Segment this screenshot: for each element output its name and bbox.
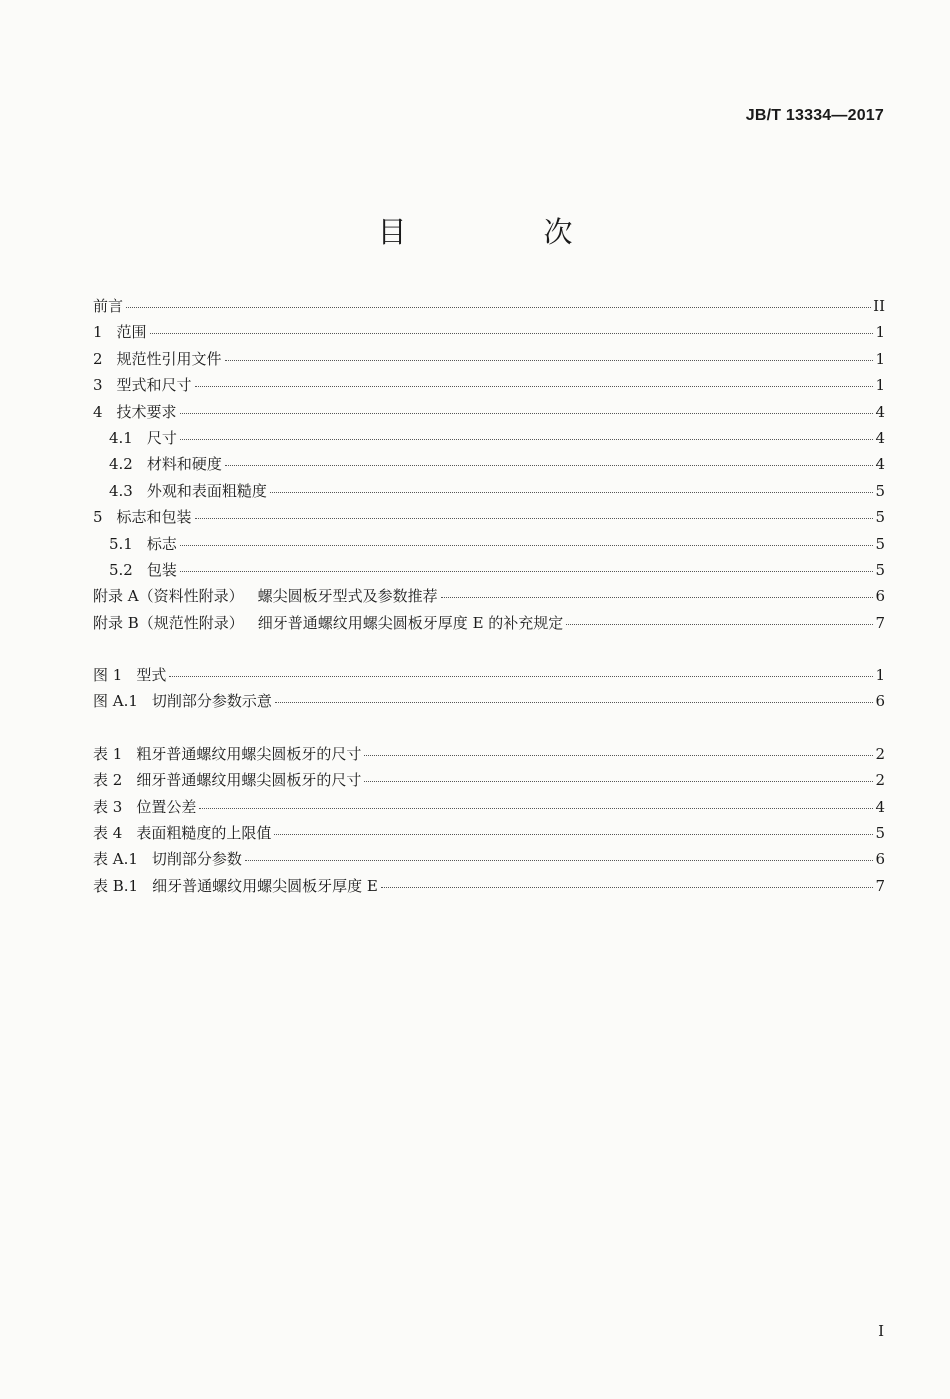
figure-entry-title: 型式 <box>136 666 167 685</box>
dot-leader <box>180 545 874 546</box>
toc-entry-page: 5 <box>875 534 885 553</box>
dot-leader <box>150 333 874 334</box>
toc-entry[interactable] <box>93 533 885 559</box>
table-entry-number: 表 3 <box>93 797 123 816</box>
table-entry[interactable] <box>93 875 885 901</box>
toc-entry-number: 4.1 <box>109 428 133 447</box>
table-entry[interactable] <box>93 796 885 822</box>
toc-tables <box>93 743 885 901</box>
dot-leader <box>169 676 873 677</box>
toc-entry-number: 2 <box>93 349 103 368</box>
toc-figures <box>93 664 885 717</box>
toc-entry-title: 螺尖圆板牙型式及参数推荐 <box>257 587 438 606</box>
dot-leader <box>270 492 874 493</box>
dot-leader <box>364 781 873 782</box>
dot-leader <box>180 413 874 414</box>
figure-entry-title: 切削部分参数示意 <box>151 692 272 711</box>
table-entry-page: 4 <box>875 797 885 816</box>
toc-entry-page: 7 <box>875 613 885 632</box>
toc-entry-page: 1 <box>875 376 885 395</box>
toc-entry-page: 4 <box>875 428 885 447</box>
toc-entry[interactable] <box>93 585 885 611</box>
toc-entry-number: 附录 B（规范性附录） <box>93 613 244 632</box>
dot-leader <box>126 307 871 308</box>
table-entry[interactable] <box>93 743 885 769</box>
toc-entry-number: 4.3 <box>109 481 133 500</box>
figure-entry[interactable] <box>93 664 885 690</box>
table-entry-page: 2 <box>875 771 885 790</box>
toc-entry[interactable] <box>93 559 885 585</box>
toc-sections <box>93 295 885 638</box>
toc-entry-number: 1 <box>93 323 103 342</box>
dot-leader <box>275 702 874 703</box>
toc-entry-title: 细牙普通螺纹用螺尖圆板牙厚度 E 的补充规定 <box>257 613 564 632</box>
dot-leader <box>274 834 873 835</box>
table-entry-page: 5 <box>875 824 885 843</box>
toc-entry-number: 5 <box>93 508 103 527</box>
page-number: I <box>878 1322 884 1340</box>
table-entry-title: 切削部分参数 <box>151 850 242 869</box>
toc-entry-page: 5 <box>875 481 885 500</box>
table-entry[interactable] <box>93 822 885 848</box>
table-entry-title: 位置公差 <box>136 797 197 816</box>
dot-leader <box>199 808 873 809</box>
dot-leader <box>441 597 874 598</box>
toc-entry-number: 4.2 <box>109 455 133 474</box>
toc-entry-page: 5 <box>875 508 885 527</box>
table-entry-number: 表 1 <box>93 744 123 763</box>
figure-entry-number: 图 A.1 <box>93 692 138 711</box>
toc-entry-page: 6 <box>875 587 885 606</box>
toc-entry-page: 4 <box>875 455 885 474</box>
table-entry-number: 表 4 <box>93 824 123 843</box>
toc-entry[interactable] <box>93 374 885 400</box>
table-entry-title: 细牙普通螺纹用螺尖圆板牙的尺寸 <box>136 771 362 790</box>
toc-entry-title: 前言 <box>93 297 124 315</box>
toc-entry-page: 1 <box>875 323 885 342</box>
toc-entry-number: 5.1 <box>109 534 133 553</box>
table-entry-title: 表面粗糙度的上限值 <box>136 824 272 843</box>
toc-entry-page: 4 <box>875 402 885 421</box>
dot-leader <box>566 624 873 625</box>
figure-entry[interactable] <box>93 690 885 716</box>
toc-entry[interactable] <box>93 401 885 427</box>
dot-leader <box>245 860 874 861</box>
toc-entry-number: 4 <box>93 402 103 421</box>
toc-entry-title: 包装 <box>146 560 177 579</box>
toc-entry-number: 5.2 <box>109 560 133 579</box>
toc-entry[interactable] <box>93 453 885 479</box>
toc-entry-page: 5 <box>875 560 885 579</box>
table-entry-number: 表 B.1 <box>93 876 139 895</box>
table-entry-title: 细牙普通螺纹用螺尖圆板牙厚度 E <box>152 876 378 895</box>
toc-entry-title: 标志和包装 <box>116 508 192 527</box>
toc-entry-title: 范围 <box>116 323 147 342</box>
dot-leader <box>180 439 874 440</box>
table-entry-page: 2 <box>875 744 885 763</box>
figure-entry-number: 图 1 <box>93 666 123 685</box>
toc-entry-page: 1 <box>875 349 885 368</box>
document-code: JB/T 13334—2017 <box>745 107 884 124</box>
toc-entry-number: 附录 A（资料性附录） <box>93 587 244 606</box>
table-of-contents <box>93 295 885 901</box>
toc-entry[interactable] <box>93 295 885 321</box>
toc-entry-page: II <box>873 297 885 315</box>
table-entry-page: 6 <box>875 850 885 869</box>
toc-entry-title: 材料和硬度 <box>146 455 222 474</box>
toc-entry[interactable] <box>93 612 885 638</box>
table-entry-page: 7 <box>875 876 885 895</box>
toc-entry-title: 标志 <box>146 534 177 553</box>
table-entry-title: 粗牙普通螺纹用螺尖圆板牙的尺寸 <box>136 744 362 763</box>
figure-entry-page: 1 <box>875 666 885 685</box>
dot-leader <box>225 360 874 361</box>
toc-entry-title: 规范性引用文件 <box>116 349 222 368</box>
dot-leader <box>225 465 874 466</box>
table-entry-number: 表 A.1 <box>93 850 138 869</box>
toc-entry[interactable] <box>93 506 885 532</box>
table-entry[interactable] <box>93 848 885 874</box>
toc-entry[interactable] <box>93 480 885 506</box>
dot-leader <box>180 571 874 572</box>
toc-entry[interactable] <box>93 427 885 453</box>
dot-leader <box>195 518 874 519</box>
toc-entry[interactable] <box>93 348 885 374</box>
toc-entry-title: 外观和表面粗糙度 <box>146 481 267 500</box>
table-entry[interactable] <box>93 769 885 795</box>
dot-leader <box>195 386 874 387</box>
dot-leader <box>381 887 874 888</box>
toc-entry-title: 技术要求 <box>116 402 177 421</box>
toc-entry-number: 3 <box>93 376 103 395</box>
page-title: 目 次 <box>377 215 627 249</box>
toc-entry-title: 尺寸 <box>146 428 177 447</box>
dot-leader <box>364 755 873 756</box>
toc-entry[interactable] <box>93 321 885 347</box>
figure-entry-page: 6 <box>875 692 885 711</box>
table-entry-number: 表 2 <box>93 771 123 790</box>
toc-entry-title: 型式和尺寸 <box>116 376 192 395</box>
